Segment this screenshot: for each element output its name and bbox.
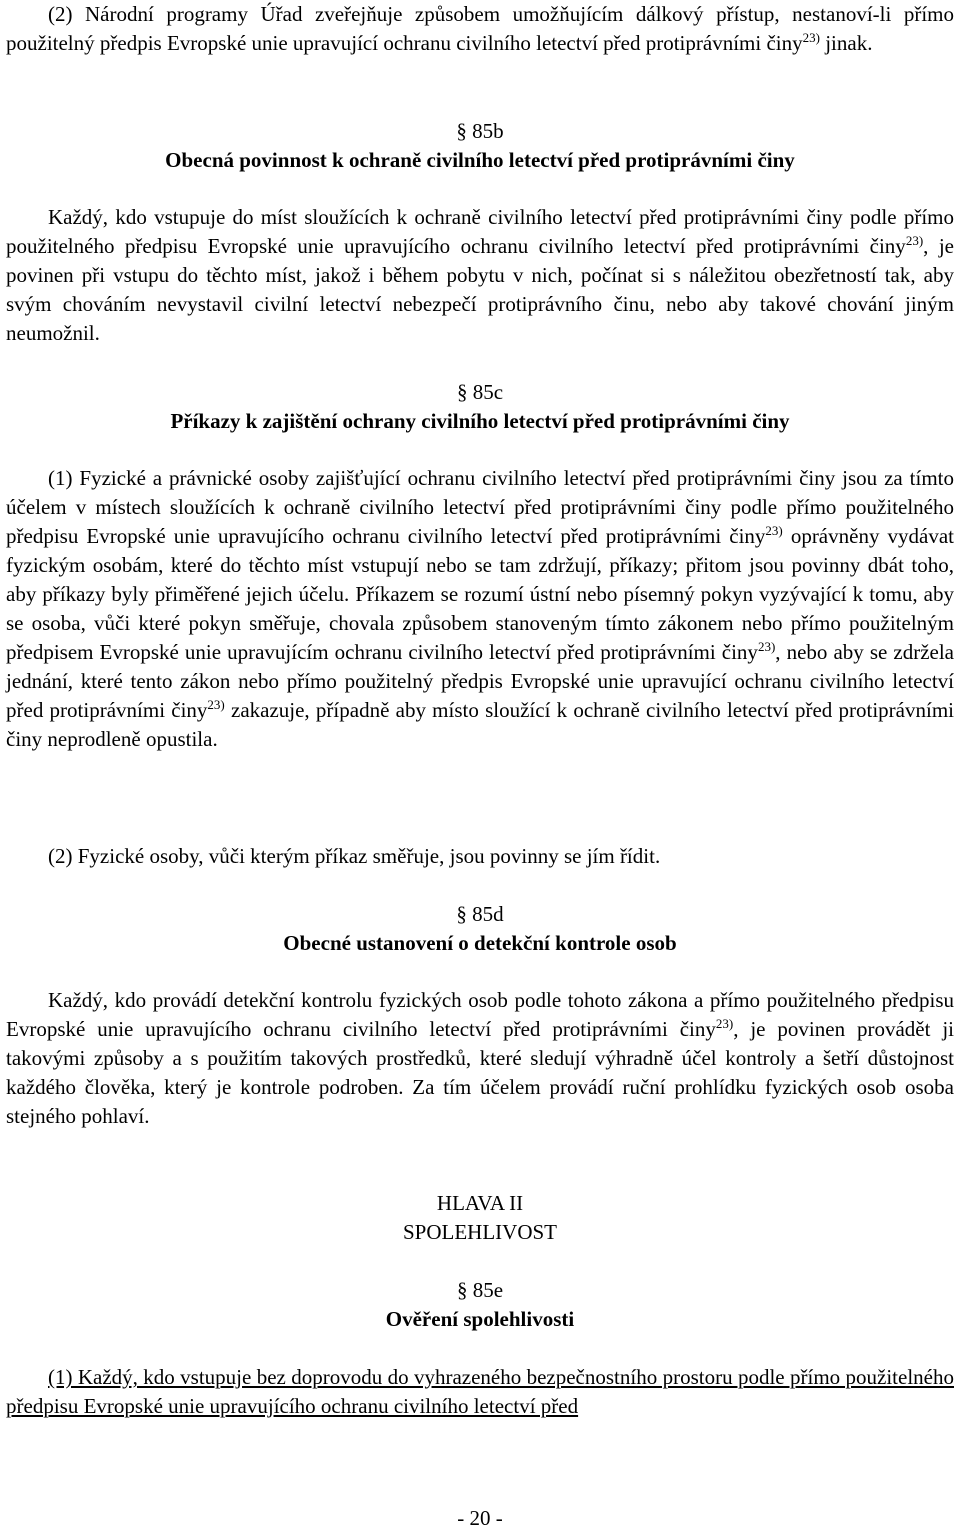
footnote-ref: 23) — [757, 639, 776, 654]
section-title: Příkazy k zajištění ochrany civilního letectví před protiprávními činy — [170, 409, 790, 433]
section-85c-para2 — [6, 842, 954, 871]
footnote-ref: 23) — [802, 30, 820, 45]
section-number: § 85e — [456, 1278, 504, 1302]
intro-text: (2) Národní programy Úřad zveřejňuje způsobem umožňujícím dálkový přístup, nestanoví-li přímo použitelný předpis Evropské unie upravující ochranu civilního letectví před protiprávními činy — [6, 2, 954, 55]
section-text: (1) Každý, kdo vstupuje bez doprovodu do vyhrazeného bezpečnostního prostoru podle přímo použitelného předpisu Evropské unie upravujícího ochranu civilního letectví před — [6, 1365, 954, 1418]
section-text: zakazuje, případně aby místo sloužící k ochraně civilního letectví před protiprávními činy neprodleně opustila. — [6, 698, 954, 751]
intro-paragraph — [6, 0, 954, 58]
section-title: Obecné ustanovení o detekční kontrole osob — [283, 931, 677, 955]
section-85d-body — [6, 986, 954, 1131]
section-85c-body — [6, 464, 954, 754]
intro-tail: jinak. — [819, 31, 873, 55]
section-85b — [6, 117, 954, 175]
page-number: - 20 - — [457, 1506, 503, 1530]
section-number: § 85c — [456, 380, 504, 404]
section-85d — [6, 900, 954, 958]
footnote-ref: 23) — [765, 523, 783, 538]
chapter-title: SPOLEHLIVOST — [402, 1220, 557, 1244]
section-text: , je povinen provádět ji takovými způsoby a s použitím takových prostředků, které sledují výhradně účel kontroly a šetří důstojnost každého člověka, který je kontrole podroben. Za tím účelem provádí ruční prohlídku fyzických osob osoba stejného pohlaví. — [6, 1017, 955, 1128]
section-text: Každý, kdo provádí detekční kontrolu fyzických osob podle tohoto zákona a přímo použitelného předpisu Evropské unie upravujícího ochranu civilního letectví před protiprávními činy — [6, 988, 954, 1041]
chapter-number: HLAVA II — [436, 1191, 524, 1215]
section-number: § 85d — [456, 902, 504, 926]
section-title: Ověření spolehlivosti — [385, 1307, 575, 1331]
footnote-ref: 23) — [207, 697, 225, 712]
section-85e — [6, 1276, 954, 1334]
section-85b-body — [6, 203, 954, 348]
section-text: (2) Fyzické osoby, vůči kterým příkaz směřuje, jsou povinny se jím řídit. — [48, 844, 661, 868]
footnote-ref: 23) — [905, 233, 924, 248]
section-text: (1) Fyzické a právnické osoby zajišťující ochranu civilního letectví před protiprávními činy jsou za tímto účelem v místech sloužících k ochraně civilního letectví před protiprávními činy podle přímo použitelného předpisu Evropské unie upravujícího ochranu civilního letectví před protiprávními činy — [6, 466, 954, 548]
section-85e-body — [6, 1363, 954, 1421]
section-text: , je povinen při vstupu do těchto míst, jakož i během pobytu v nich, počínat si s náležitou obezřetností tak, aby svým chováním nevystavil civilní letectví nebezpečí protiprávního činu, nebo aby takové chování jiným neumožnil. — [6, 234, 954, 345]
section-85c — [6, 378, 954, 436]
section-title: Obecná povinnost k ochraně civilního letectví před protiprávními činy — [165, 148, 795, 172]
section-text: , nebo aby se zdržela jednání, které tento zákon nebo přímo použitelný předpis Evropské unie upravující ochranu civilního letectví před protiprávními činy — [6, 640, 954, 722]
footnote-ref: 23) — [715, 1016, 734, 1031]
section-number: § 85b — [456, 119, 504, 143]
section-text: Každý, kdo vstupuje do míst sloužících k ochraně civilního letectví před protiprávními činy podle přímo použitelného předpisu Evropské unie upravujícího ochranu civilního letectví před protiprávními činy — [6, 205, 954, 258]
chapter-heading — [6, 1189, 954, 1247]
section-text: oprávněny vydávat fyzickým osobám, které do těchto míst vstupují nebo se tam zdržují, příkazy; přitom jsou povinny dbát toho, aby příkazy byly přiměřené jejich účelu. Příkazem se rozumí ústní nebo písemný pokyn vyzývající k tomu, aby se osoba, vůči které pokyn směřuje, chovala způsobem stanoveným tímto zákonem nebo přímo použitelným předpisem Evropské unie upravujícím ochranu civilního letectví před protiprávními činy — [6, 524, 954, 664]
